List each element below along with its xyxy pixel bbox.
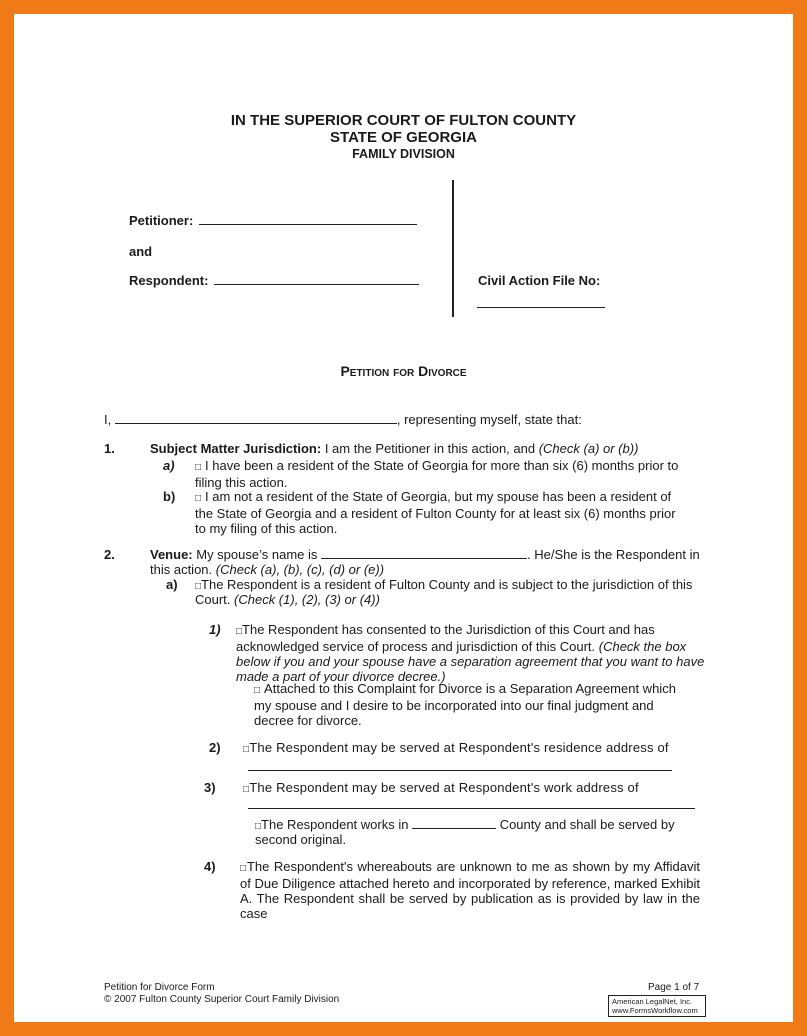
section2-number: 2. [104,547,115,562]
state-name: STATE OF GEORGIA [330,129,477,146]
division-name: FAMILY DIVISION [352,147,455,161]
checkbox-works-in-county[interactable]: □ [255,821,262,832]
section2-a-item [195,577,692,592]
spouse-name-field[interactable] [321,558,527,559]
checkbox-1a[interactable]: □ [195,462,202,473]
respondent-label: Respondent: [129,273,209,288]
petitioner-label: Petitioner: [129,213,194,228]
checkbox-separation-agreement[interactable]: □ [254,685,261,696]
caption-divider [452,180,454,317]
work-county-field[interactable] [412,828,496,829]
stamp-line2: www.FormsWorkflow.com [612,1006,698,1015]
item4-text-block [240,859,700,921]
stamp-line1: American LegalNet, Inc. [612,997,693,1006]
petitioner-row [129,213,417,228]
section1-b-text: I am not a resident of the State of Georgia, but my spouse has been a resident of the State of Georgia and a resident of Fulton County for at least six (6) months prior to my filing of this action. [195,489,676,536]
section1-hint: (Check (a) or (b)) [538,441,639,456]
section2-a-line2-text: Court. [195,592,235,607]
footer-page-number: Page 1 of 7 [648,982,700,993]
checkbox-item1[interactable]: □ [236,626,243,637]
petitioner-field[interactable] [199,224,417,225]
item1-text-block [236,622,706,684]
section1-number: 1. [104,441,115,456]
residence-address-field[interactable] [248,770,672,771]
item3-sub-line [255,817,675,832]
intro-prefix: I, [104,412,112,427]
section1-text: I am the Petitioner in this action, and [321,441,539,456]
item2-text: The Respondent may be served at Respondent's residence address of [249,740,669,755]
respondent-row [129,273,419,288]
item4-label: 4) [204,859,216,874]
item2-text-block [243,740,669,755]
item3-sub-after: County and shall be served by [496,817,675,832]
document-title: Petition for Divorce [340,363,467,379]
section2-a-line2 [195,592,380,607]
court-name: IN THE SUPERIOR COURT OF FULTON COUNTY [230,112,577,129]
item1-text: The Respondent has consented to the Jurisdiction of this Court and has acknowledged service of process and jurisdiction of this Court. [236,622,655,654]
checkbox-2a[interactable]: □ [195,581,202,592]
name-field[interactable] [115,423,397,424]
item3-label: 3) [204,780,216,795]
and-label: and [129,244,153,259]
item1-label: 1) [209,622,221,637]
item1-hint: (Check the box below if you and your spouse have a separation agreement that you want to have made a part of your divorce decree.) [236,639,705,684]
checkbox-item4[interactable]: □ [240,863,247,874]
section2-a-label: a) [166,577,178,592]
section2-line2-text: this action. [150,562,216,577]
section1-b-label: b) [163,489,176,504]
section1-heading-line [150,441,638,456]
item3-text-block [243,780,639,795]
section2-heading-line [150,547,700,562]
item1-sub-block [254,681,694,728]
section2-line2 [150,562,384,577]
respondent-field[interactable] [214,284,419,285]
item2-label: 2) [209,740,221,755]
civil-action-label: Civil Action File No: [478,273,601,288]
item3-sub-before: The Respondent works in [261,817,413,832]
work-address-field[interactable] [248,808,695,809]
section1-a-text: I have been a resident of the State of Georgia for more than six (6) months prior to filing this action. [195,458,679,490]
item4-text: The Respondent's whereabouts are unknown to me as shown by my Affidavit of Due Diligence attached hereto and incorporated by reference, marked Exhibit A. The Respondent shall be served by publication as is provided by law in the case [240,859,700,921]
item3-text: The Respondent may be served at Respondent's work address of [249,780,639,795]
item1-sub-text: Attached to this Complaint for Divorce is a Separation Agreement which my spouse and I desire to be incorporated into our final judgment and decree for divorce. [254,681,676,728]
intro-line [104,412,582,427]
section2-heading: Venue: [150,547,193,562]
section2-text-before: My spouse’s name is [192,547,321,562]
footer-copyright: © 2007 Fulton County Superior Court Family Division [104,994,340,1005]
section1-b-item [195,489,685,536]
checkbox-item3[interactable]: □ [243,784,250,795]
checkbox-1b[interactable]: □ [195,493,202,504]
item3-sub-line2: second original. [255,832,347,847]
section2-a-hint: (Check (1), (2), (3) or (4)) [234,592,380,607]
section2-hint: (Check (a), (b), (c), (d) or (e)) [215,562,385,577]
section2-a-text: The Respondent is a resident of Fulton County and is subject to the jurisdiction of this [201,577,693,592]
section1-a-label: a) [163,458,175,473]
section2-text-after: . He/She is the Respondent in [527,547,700,562]
legalnet-stamp [608,995,706,1017]
civil-action-field[interactable] [477,307,605,308]
section1-heading: Subject Matter Jurisdiction: [150,441,322,456]
intro-suffix: , representing myself, state that: [396,412,582,427]
section1-a-item [195,458,695,490]
footer-form-name: Petition for Divorce Form [104,982,215,993]
checkbox-item2[interactable]: □ [243,744,250,755]
